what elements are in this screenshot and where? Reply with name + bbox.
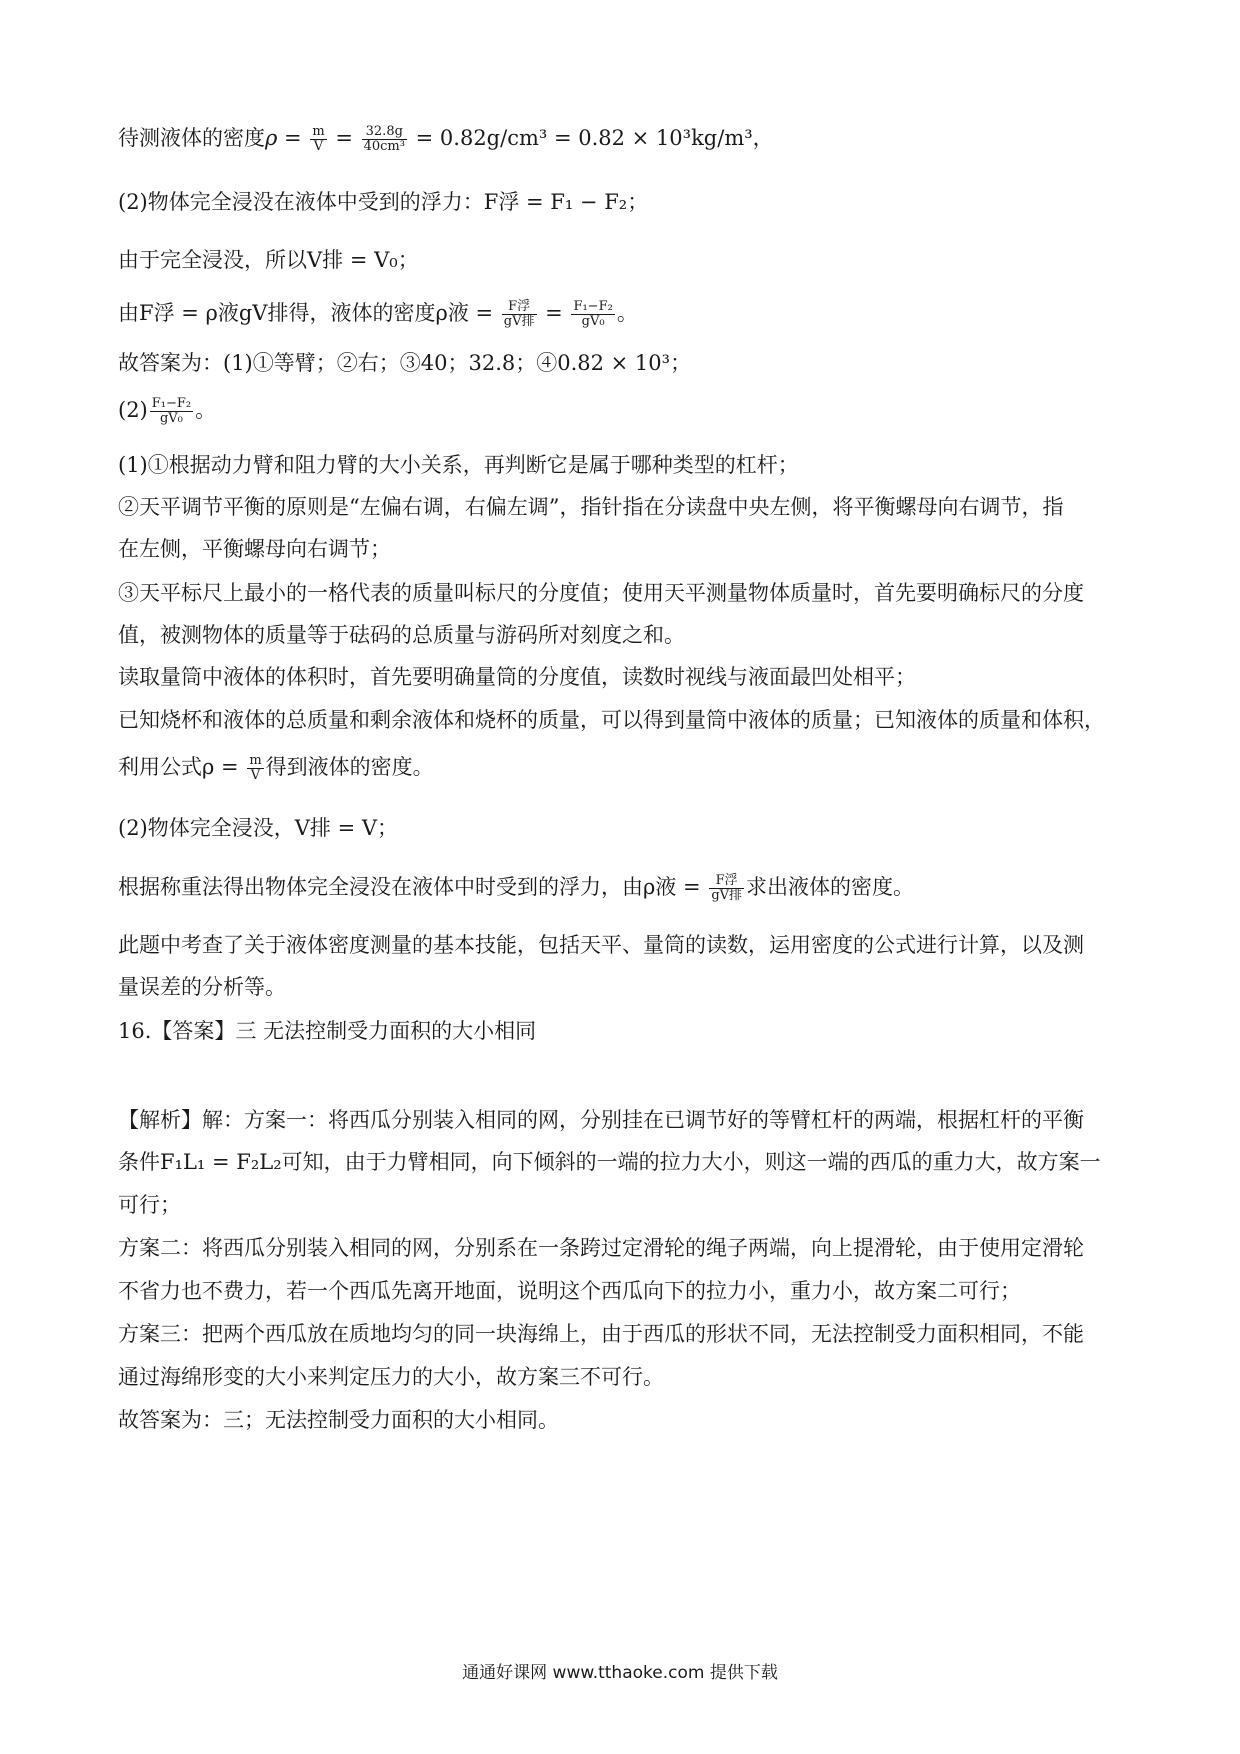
fraction: $\frac{m}{V}$ bbox=[312, 124, 325, 154]
fraction: $\frac{m}{V}$ bbox=[249, 753, 262, 783]
formula-line bbox=[118, 752, 434, 783]
text-segment: 故答案为：(1)①等臂；②右；③40；32.8；④0.82 × 10³； bbox=[118, 351, 692, 375]
answer-line bbox=[118, 348, 691, 378]
text-segment: 由F浮 = ρ液gV排得，液体的密度ρ液 = bbox=[118, 301, 494, 325]
text-segment: (2)物体完全浸没在液体中受到的浮力： bbox=[118, 190, 484, 214]
text-segment: = 0.82g/cm³ = 0.82 × 10³kg/m³， bbox=[415, 126, 774, 150]
text-line bbox=[118, 578, 1084, 608]
text-segment: 已知烧杯和液体的总质量和剩余液体和烧杯的质量，可以得到量筒中液体的质量；已知液体的质量和体积， bbox=[118, 708, 1105, 732]
text-segment: ②天平调节平衡的原则是“左偏右调，右偏左调”，指针指在分读盘中央左侧，将平衡螺母向右调节，指 bbox=[118, 495, 1064, 519]
fraction: $\frac{\text{F₁−F₂}}{\text{gV₀}}$ bbox=[151, 396, 192, 426]
page-footer: 通通好课网 www.tthaoke.com 提供下载 bbox=[462, 1663, 778, 1683]
text-line bbox=[118, 620, 685, 650]
text-segment: 故答案为：三；无法控制受力面积的大小相同。 bbox=[118, 1408, 559, 1432]
text-line bbox=[118, 1276, 1021, 1306]
text-segment: 量误差的分析等。 bbox=[118, 975, 286, 999]
text-line bbox=[118, 1190, 181, 1220]
text-line bbox=[118, 1405, 559, 1435]
fraction: $\frac{\text{F₁−F₂}}{\text{gV₀}}$ bbox=[573, 299, 613, 329]
formula-line bbox=[118, 872, 914, 903]
text-line bbox=[118, 1147, 1101, 1177]
text-segment: (1)①根据动力臂和阻力臂的大小关系，再判断它是属于哪种类型的杠杆； bbox=[118, 453, 799, 477]
text-segment: 由于完全浸没，所以V排 = V₀； bbox=[118, 248, 419, 272]
text-line bbox=[118, 245, 419, 275]
text-line bbox=[118, 534, 391, 564]
text-segment: (2) bbox=[118, 398, 148, 422]
text-segment: ③天平标尺上最小的一格代表的质量叫标尺的分度值；使用天平测量物体质量时，首先要明确标尺的分度 bbox=[118, 581, 1084, 605]
text-line bbox=[118, 1105, 1084, 1135]
text-segment: 不省力也不费力，若一个西瓜先离开地面，说明这个西瓜向下的拉力小，重力小，故方案二可行； bbox=[118, 1279, 1021, 1303]
text-segment: 方案二：将西瓜分别装入相同的网，分别系在一条跨过定滑轮的绳子两端，向上提滑轮，由于使用定滑轮 bbox=[118, 1236, 1084, 1260]
text-segment: 得到液体的密度。 bbox=[265, 755, 434, 779]
text-segment: 值，被测物体的质量等于砝码的总质量与游码所对刻度之和。 bbox=[118, 623, 685, 647]
text-segment: 条件F₁L₁ = F₂L₂可知，由于力臂相同，向下倾斜的一端的拉力大小，则这一端的西瓜的重力大，故方案一 bbox=[118, 1150, 1101, 1174]
text-segment: 【解析】解：方案一：将西瓜分别装入相同的网，分别挂在已调节好的等臂杠杆的两端，根据杠杆的平衡 bbox=[118, 1108, 1084, 1132]
text-segment: 求出液体的密度。 bbox=[746, 875, 915, 899]
text-segment: 16.【答案】三 无法控制受力面积的大小相同 bbox=[118, 1019, 537, 1043]
text-line bbox=[118, 662, 916, 692]
formula-line: 由F浮 = ρ液gV排得，液体的密度ρ液 = $\frac{\text{F浮}}{\text{gV排}}$ = $\frac{\text{F₁−F₂}}{\text{gV₀}}$ 。 bbox=[118, 299, 638, 329]
text-segment: 根据称重法得出物体完全浸没在液体中时受到的浮力，由ρ液 = bbox=[118, 875, 701, 899]
text-segment: 方案三：把两个西瓜放在质地均匀的同一块海绵上，由于西瓜的形状不同，无法控制受力面积相同，不能 bbox=[118, 1322, 1084, 1346]
text-segment: 。 bbox=[616, 301, 638, 325]
question-answer-heading bbox=[118, 1016, 536, 1046]
text-line bbox=[118, 813, 398, 843]
math-expression: F浮 = F₁ − F₂； bbox=[483, 190, 649, 214]
text-segment: 此题中考查了关于液体密度测量的基本技能，包括天平、量筒的读数，运用密度的公式进行计算，以及测 bbox=[118, 933, 1084, 957]
fraction: $\frac{\text{F浮}}{\text{gV排}}$ bbox=[503, 299, 535, 329]
text-segment: 在左侧，平衡螺母向右调节； bbox=[118, 537, 391, 561]
fraction: $\frac{\text{F浮}}{\text{gV排}}$ bbox=[711, 873, 743, 903]
buoyancy-line bbox=[118, 187, 648, 217]
fraction: $\frac{32.8g}{\text{40cm³}}$ bbox=[363, 124, 405, 154]
text-line bbox=[118, 705, 1105, 735]
text-segment: 通过海绵形变的大小来判定压力的大小，故方案三不可行。 bbox=[118, 1365, 664, 1389]
text-segment: 利用公式ρ = bbox=[118, 755, 239, 779]
text-line bbox=[118, 930, 1084, 960]
text-line bbox=[118, 492, 1063, 522]
text-line bbox=[118, 1233, 1084, 1263]
text-line bbox=[118, 450, 799, 480]
text-segment: 读取量筒中液体的体积时，首先要明确量筒的分度值，读数时视线与液面最凹处相平； bbox=[118, 665, 916, 689]
text-line bbox=[118, 1362, 664, 1392]
text-segment: 可行； bbox=[118, 1193, 181, 1217]
answer-line-2 bbox=[118, 395, 216, 426]
text-segment: 待测液体的密度 bbox=[118, 126, 265, 150]
density-result-line: 待测液体的密度ρ = $\frac{m}{V}$ = $\frac{32.8g}{\text{40cm³}}$ = 0.82g/cm³ = 0.82 × 10³kg/m³， bbox=[118, 124, 774, 154]
text-segment: 。 bbox=[195, 398, 217, 422]
text-line bbox=[118, 1319, 1084, 1349]
text-line bbox=[118, 972, 286, 1002]
text-segment: (2)物体完全浸没，V排 = V； bbox=[118, 816, 399, 840]
